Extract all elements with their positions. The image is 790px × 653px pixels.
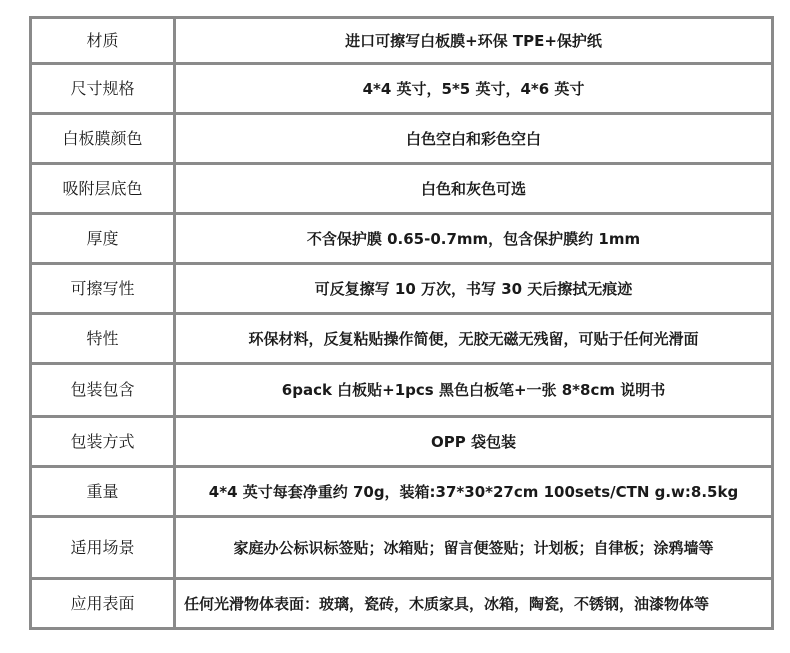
table-row bbox=[31, 214, 773, 264]
row-label-scenarios: 适用场景 bbox=[31, 517, 175, 579]
row-label-surfaces: 应用表面 bbox=[31, 579, 175, 629]
row-value-features: 环保材料，反复粘贴操作简便，无胶无磁无残留，可贴于任何光滑面 bbox=[175, 314, 773, 364]
row-value-scenarios: 家庭办公标识标签贴；冰箱贴；留言便签贴；计划板；自律板；涂鸦墙等 bbox=[175, 517, 773, 579]
row-value-size: 4*4 英寸，5*5 英寸，4*6 英寸 bbox=[175, 64, 773, 114]
table-row bbox=[31, 364, 773, 417]
table-row bbox=[31, 114, 773, 164]
row-label-package-contents: 包装包含 bbox=[31, 364, 175, 417]
row-label-packaging: 包装方式 bbox=[31, 417, 175, 467]
row-label-features: 特性 bbox=[31, 314, 175, 364]
row-value-erasability: 可反复擦写 10 万次，书写 30 天后擦拭无痕迹 bbox=[175, 264, 773, 314]
row-label-base-color: 吸附层底色 bbox=[31, 164, 175, 214]
row-value-film-color: 白色空白和彩色空白 bbox=[175, 114, 773, 164]
spec-table bbox=[29, 16, 774, 630]
row-value-packaging: OPP 袋包装 bbox=[175, 417, 773, 467]
row-value-thickness: 不含保护膜 0.65-0.7mm，包含保护膜约 1mm bbox=[175, 214, 773, 264]
table-row bbox=[31, 314, 773, 364]
row-value-material: 进口可擦写白板膜+环保 TPE+保护纸 bbox=[175, 18, 773, 64]
table-row bbox=[31, 517, 773, 579]
table-row bbox=[31, 417, 773, 467]
row-label-erasability: 可擦写性 bbox=[31, 264, 175, 314]
row-value-package-contents: 6pack 白板贴+1pcs 黑色白板笔+一张 8*8cm 说明书 bbox=[175, 364, 773, 417]
row-value-base-color: 白色和灰色可选 bbox=[175, 164, 773, 214]
table-row bbox=[31, 18, 773, 64]
table-row bbox=[31, 467, 773, 517]
row-label-size: 尺寸规格 bbox=[31, 64, 175, 114]
row-label-weight: 重量 bbox=[31, 467, 175, 517]
table-row bbox=[31, 64, 773, 114]
row-value-weight: 4*4 英寸每套净重约 70g，装箱:37*30*27cm 100sets/CTN g.w:8.5kg bbox=[175, 467, 773, 517]
row-value-surfaces: 任何光滑物体表面：玻璃，瓷砖，木质家具，冰箱，陶瓷，不锈钢，油漆物体等 bbox=[175, 579, 773, 629]
row-label-thickness: 厚度 bbox=[31, 214, 175, 264]
table-row bbox=[31, 164, 773, 214]
table-row bbox=[31, 264, 773, 314]
row-label-film-color: 白板膜颜色 bbox=[31, 114, 175, 164]
row-label-material: 材质 bbox=[31, 18, 175, 64]
table-row bbox=[31, 579, 773, 629]
